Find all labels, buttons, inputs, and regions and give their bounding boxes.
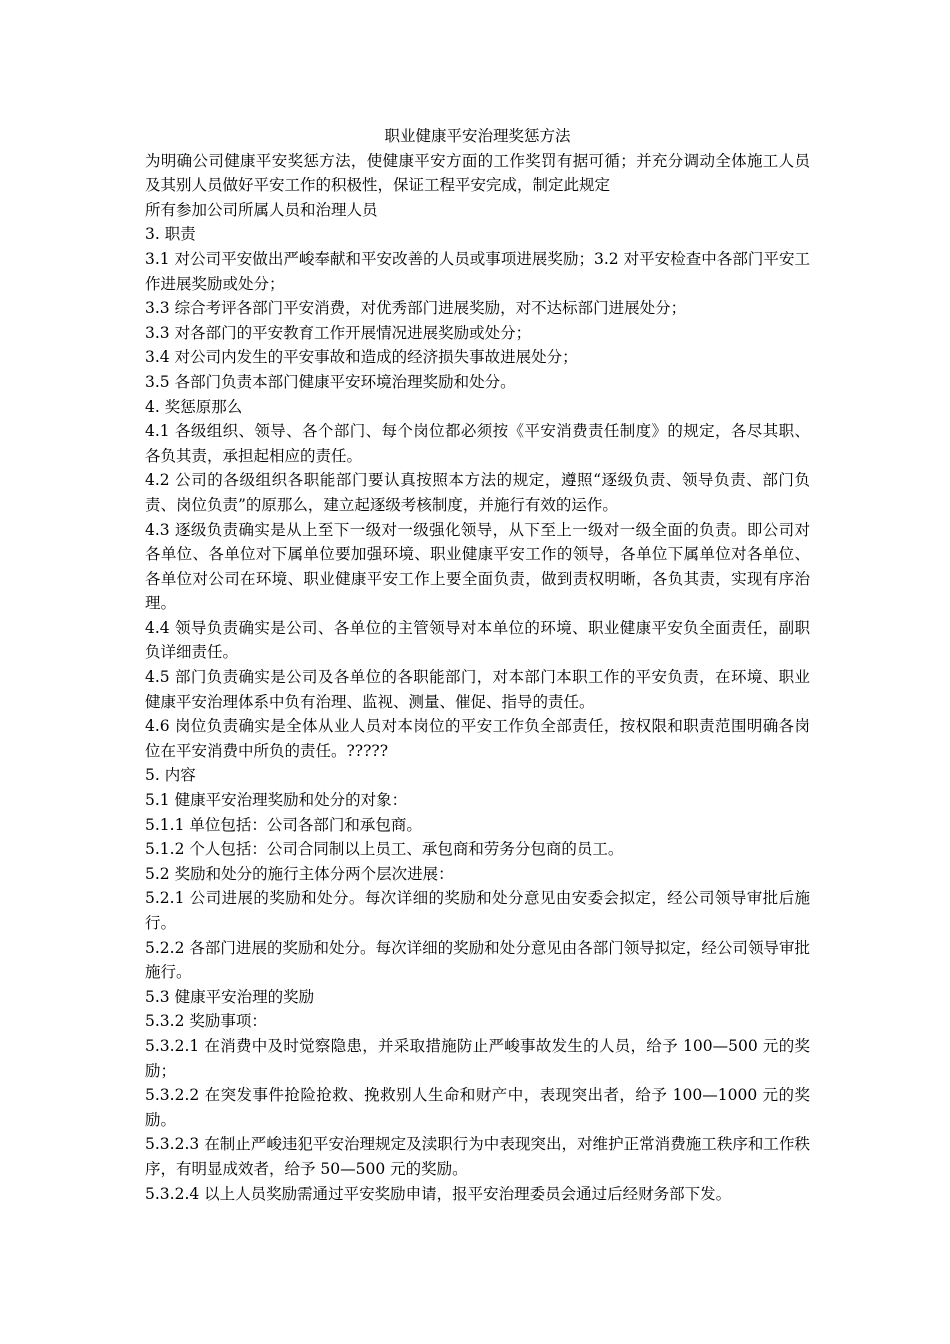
paragraph-4-6: 4.6 岗位负责确实是全体从业人员对本岗位的平安工作负全部责任，按权限和职责范围明确各岗位在平安消费中所负的责任。????? [145,717,810,760]
section-heading-4: 4. 奖惩原那么 [145,397,243,416]
document-title: 职业健康平安治理奖惩方法 [384,127,571,145]
paragraph-3-3b: 3.3 对各部门的平安教育工作开展情况进展奖励或处分； [145,323,532,342]
paragraph-5-2-1: 5.2.1 公司进展的奖励和处分。每次详细的奖励和处分意见由安委会拟定，经公司领导审批后施行。 [145,889,810,932]
section-heading-3: 3. 职责 [145,225,196,244]
document-body [145,124,810,1206]
paragraph-5-3-2-3: 5.3.2.3 在制止严峻违犯平安治理规定及渎职行为中表现突出，对维护正常消费施工秩序和工作秩序，有明显成效者，给予 50—500 元的奖励。 [145,1135,810,1178]
paragraph-5-1-1: 5.1.1 单位包括：公司各部门和承包商。 [145,815,422,834]
paragraph-scope: 所有参加公司所属人员和治理人员 [145,200,378,219]
paragraph-5-3-2: 5.3.2 奖励事项： [145,1012,267,1031]
paragraph-4-1: 4.1 各级组织、领导、各个部门、每个岗位都必须按《平安消费责任制度》的规定，各尽其职、各负其责，承担起相应的责任。 [145,422,810,465]
paragraph-intro: 为明确公司健康平安奖惩方法，使健康平安方面的工作奖罚有据可循；并充分调动全体施工人员及其别人员做好平安工作的积极性，保证工程平安完成，制定此规定 [145,151,810,195]
paragraph-4-5: 4.5 部门负责确实是公司及各单位的各职能部门，对本部门本职工作的平安负责，在环境、职业健康平安治理体系中负有治理、监视、测量、催促、指导的责任。 [145,668,810,711]
paragraph-5-1-2: 5.1.2 个人包括：公司合同制以上员工、承包商和劳务分包商的员工。 [145,840,624,859]
paragraph-5-3-2-4: 5.3.2.4 以上人员奖励需通过平安奖励申请，报平安治理委员会通过后经财务部下发。 [145,1184,732,1203]
paragraph-5-3-2-2: 5.3.2.2 在突发事件抢险抢救、挽救别人生命和财产中，表现突出者，给予 100—1000 元的奖励。 [145,1086,810,1129]
paragraph-5-3-2-1: 5.3.2.1 在消费中及时觉察隐患，并采取措施防止严峻事故发生的人员，给予 100—500 元的奖励； [145,1036,810,1080]
paragraph-4-4: 4.4 领导负责确实是公司、各单位的主管领导对本单位的环境、职业健康平安负全面责任，副职负详细责任。 [145,618,810,662]
paragraph-5-1: 5.1 健康平安治理奖励和处分的对象： [145,791,408,810]
section-heading-5: 5. 内容 [145,766,196,785]
paragraph-3-4: 3.4 对公司内发生的平安事故和造成的经济损失事故进展处分； [145,348,578,367]
paragraph-4-3: 4.3 逐级负责确实是从上至下一级对一级强化领导，从下至上一级对一级全面的负责。即公司对各单位、各单位对下属单位要加强环境、职业健康平安工作的领导，各单位下属单位对各单位、各单位对公司在环境、职业健康平安工作上要全面负责，做到责权明晰，各负其责，实现有序治理。 [145,520,810,613]
paragraph-5-2-2: 5.2.2 各部门进展的奖励和处分。每次详细的奖励和处分意见由各部门领导拟定，经公司领导审批施行。 [145,938,810,982]
paragraph-3-1: 3.1 对公司平安做出严峻奉献和平安改善的人员或事项进展奖励；3.2 对平安检查中各部门平安工作进展奖励或处分； [145,249,810,293]
paragraph-3-3a: 3.3 综合考评各部门平安消费，对优秀部门进展奖励，对不达标部门进展处分； [145,299,687,318]
paragraph-4-2: 4.2 公司的各级组织各职能部门要认真按照本方法的规定，遵照“逐级负责、领导负责、部门负责、岗位负责”的原那么，建立起逐级考核制度，并施行有效的运作。 [145,471,810,514]
paragraph-3-5: 3.5 各部门负责本部门健康平安环境治理奖励和处分。 [145,372,516,391]
paragraph-5-2: 5.2 奖励和处分的施行主体分两个层次进展： [145,864,454,883]
paragraph-5-3: 5.3 健康平安治理的奖励 [145,987,315,1006]
